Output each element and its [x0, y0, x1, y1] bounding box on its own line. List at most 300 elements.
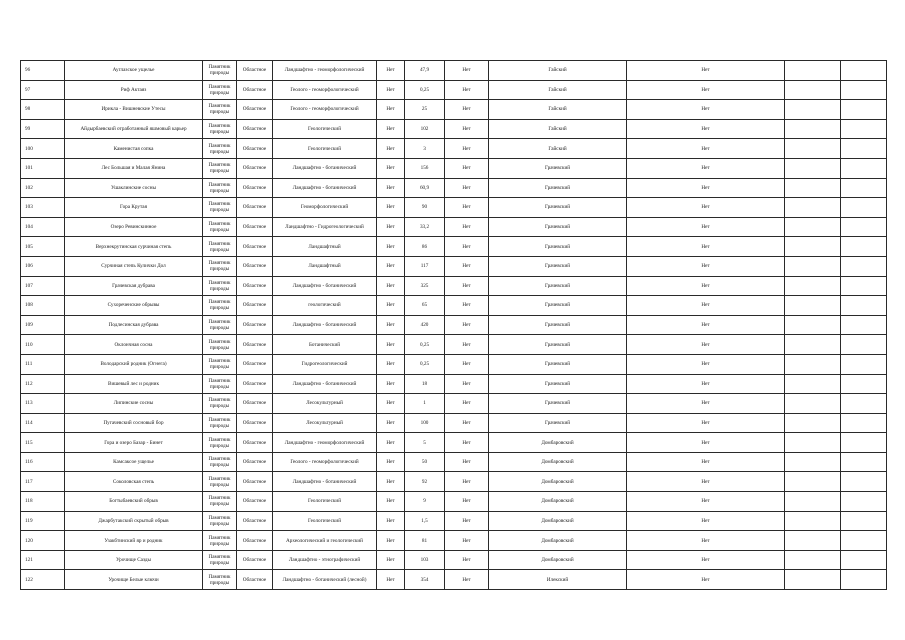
row-number-cell: 100: [21, 139, 65, 159]
name-cell: Ауглазское ущелье: [65, 61, 203, 81]
table-row: [21, 374, 887, 394]
profile-cell: Ландшафтно - ботанический: [273, 276, 377, 296]
row-number-cell: 113: [21, 394, 65, 414]
row-number-cell: 119: [21, 511, 65, 531]
category-cell: Памятник природы: [203, 374, 237, 394]
table-row: [21, 100, 887, 120]
status-cell: Нет: [377, 335, 405, 355]
empty-cell: [785, 315, 841, 335]
empty-cell: [841, 276, 887, 296]
area-cell: 0,25: [405, 80, 445, 100]
status-cell: Нет: [377, 433, 405, 453]
zone-cell: Нет: [445, 374, 489, 394]
district-cell: Гайский: [489, 100, 627, 120]
empty-cell: [785, 374, 841, 394]
significance-cell: Областное: [237, 256, 273, 276]
profile-cell: геологический: [273, 296, 377, 316]
empty-cell: [841, 413, 887, 433]
district-cell: Домбаровский: [489, 550, 627, 570]
district-cell: Гайский: [489, 119, 627, 139]
note-cell: Нет: [627, 119, 785, 139]
note-cell: Нет: [627, 237, 785, 257]
district-cell: Гайский: [489, 139, 627, 159]
area-cell: 92: [405, 472, 445, 492]
empty-cell: [841, 531, 887, 551]
profile-cell: Ландшафтно - этнографический: [273, 550, 377, 570]
area-cell: 0,25: [405, 354, 445, 374]
area-cell: 86: [405, 237, 445, 257]
category-cell: Памятник природы: [203, 256, 237, 276]
protected-areas-table: [20, 60, 887, 590]
category-cell: Памятник природы: [203, 139, 237, 159]
empty-cell: [785, 452, 841, 472]
name-cell: Гора и озеро Базар - Бинет: [65, 433, 203, 453]
note-cell: Нет: [627, 276, 785, 296]
row-number-cell: 103: [21, 198, 65, 218]
empty-cell: [841, 119, 887, 139]
empty-cell: [785, 531, 841, 551]
name-cell: Гора Крутая: [65, 198, 203, 218]
category-cell: Памятник природы: [203, 492, 237, 512]
district-cell: Грачевский: [489, 217, 627, 237]
note-cell: Нет: [627, 178, 785, 198]
significance-cell: Областное: [237, 452, 273, 472]
category-cell: Памятник природы: [203, 276, 237, 296]
profile-cell: Археологический и геологический: [273, 531, 377, 551]
category-cell: Памятник природы: [203, 80, 237, 100]
zone-cell: Нет: [445, 433, 489, 453]
name-cell: Оклончная сосна: [65, 335, 203, 355]
table-row: [21, 550, 887, 570]
significance-cell: Областное: [237, 139, 273, 159]
area-cell: 60,9: [405, 178, 445, 198]
profile-cell: Ландшафтно - ботанический: [273, 374, 377, 394]
empty-cell: [841, 570, 887, 590]
significance-cell: Областное: [237, 296, 273, 316]
note-cell: Нет: [627, 531, 785, 551]
zone-cell: Нет: [445, 296, 489, 316]
significance-cell: Областное: [237, 80, 273, 100]
area-cell: 3: [405, 139, 445, 159]
row-number-cell: 109: [21, 315, 65, 335]
table-row: [21, 61, 887, 81]
significance-cell: Областное: [237, 570, 273, 590]
row-number-cell: 110: [21, 335, 65, 355]
empty-cell: [841, 80, 887, 100]
note-cell: Нет: [627, 158, 785, 178]
empty-cell: [785, 198, 841, 218]
name-cell: Камсаксое ущелье: [65, 452, 203, 472]
empty-cell: [841, 256, 887, 276]
empty-cell: [841, 296, 887, 316]
status-cell: Нет: [377, 354, 405, 374]
note-cell: Нет: [627, 511, 785, 531]
significance-cell: Областное: [237, 178, 273, 198]
significance-cell: Областное: [237, 119, 273, 139]
category-cell: Памятник природы: [203, 158, 237, 178]
row-number-cell: 122: [21, 570, 65, 590]
category-cell: Памятник природы: [203, 119, 237, 139]
profile-cell: Гидрогеологический: [273, 354, 377, 374]
district-cell: Грачевский: [489, 158, 627, 178]
profile-cell: Ландшафтно - геоморфологический: [273, 433, 377, 453]
zone-cell: Нет: [445, 531, 489, 551]
name-cell: Айдырбаевский отработанный яшмовый карьер: [65, 119, 203, 139]
note-cell: Нет: [627, 80, 785, 100]
profile-cell: Ландшафтно - ботанический: [273, 315, 377, 335]
empty-cell: [785, 413, 841, 433]
significance-cell: Областное: [237, 237, 273, 257]
empty-cell: [841, 237, 887, 257]
category-cell: Памятник природы: [203, 550, 237, 570]
profile-cell: Лесокультурный: [273, 394, 377, 414]
zone-cell: Нет: [445, 61, 489, 81]
name-cell: Пугачевский сосновый бор: [65, 413, 203, 433]
empty-cell: [841, 217, 887, 237]
district-cell: Домбаровский: [489, 472, 627, 492]
note-cell: Нет: [627, 472, 785, 492]
status-cell: Нет: [377, 237, 405, 257]
district-cell: Домбаровский: [489, 531, 627, 551]
empty-cell: [785, 433, 841, 453]
status-cell: Нет: [377, 315, 405, 335]
empty-cell: [841, 61, 887, 81]
significance-cell: Областное: [237, 198, 273, 218]
table-row: [21, 256, 887, 276]
significance-cell: Областное: [237, 100, 273, 120]
status-cell: Нет: [377, 100, 405, 120]
profile-cell: Геологический: [273, 119, 377, 139]
category-cell: Памятник природы: [203, 315, 237, 335]
status-cell: Нет: [377, 452, 405, 472]
empty-cell: [785, 511, 841, 531]
row-number-cell: 104: [21, 217, 65, 237]
profile-cell: Ландшафтный: [273, 256, 377, 276]
name-cell: Верхнекрутинская сурчиная степь: [65, 237, 203, 257]
empty-cell: [785, 256, 841, 276]
empty-cell: [841, 433, 887, 453]
significance-cell: Областное: [237, 413, 273, 433]
zone-cell: Нет: [445, 119, 489, 139]
category-cell: Памятник природы: [203, 511, 237, 531]
table-row: [21, 80, 887, 100]
name-cell: Богтыбаевский обрыв: [65, 492, 203, 512]
profile-cell: Геологический: [273, 492, 377, 512]
row-number-cell: 101: [21, 158, 65, 178]
significance-cell: Областное: [237, 315, 273, 335]
area-cell: 33,2: [405, 217, 445, 237]
district-cell: Грачевский: [489, 237, 627, 257]
zone-cell: Нет: [445, 492, 489, 512]
zone-cell: Нет: [445, 217, 489, 237]
table-body: [21, 61, 887, 590]
zone-cell: Нет: [445, 570, 489, 590]
significance-cell: Областное: [237, 394, 273, 414]
category-cell: Памятник природы: [203, 296, 237, 316]
district-cell: Грачевский: [489, 315, 627, 335]
significance-cell: Областное: [237, 276, 273, 296]
empty-cell: [841, 492, 887, 512]
name-cell: Сухореченские обрывы: [65, 296, 203, 316]
name-cell: Риф Актаяз: [65, 80, 203, 100]
table-row: [21, 217, 887, 237]
note-cell: Нет: [627, 374, 785, 394]
significance-cell: Областное: [237, 158, 273, 178]
zone-cell: Нет: [445, 413, 489, 433]
district-cell: Гайский: [489, 80, 627, 100]
area-cell: 5: [405, 433, 445, 453]
district-cell: Гайский: [489, 61, 627, 81]
table-row: [21, 433, 887, 453]
significance-cell: Областное: [237, 374, 273, 394]
district-cell: Грачевский: [489, 374, 627, 394]
name-cell: Урочище Сазды: [65, 550, 203, 570]
status-cell: Нет: [377, 531, 405, 551]
significance-cell: Областное: [237, 472, 273, 492]
note-cell: Нет: [627, 492, 785, 512]
area-cell: 156: [405, 158, 445, 178]
area-cell: 100: [405, 413, 445, 433]
zone-cell: Нет: [445, 158, 489, 178]
row-number-cell: 106: [21, 256, 65, 276]
note-cell: Нет: [627, 394, 785, 414]
profile-cell: Ландшафтно - ботанический: [273, 472, 377, 492]
profile-cell: Геологический: [273, 511, 377, 531]
zone-cell: Нет: [445, 256, 489, 276]
empty-cell: [785, 492, 841, 512]
note-cell: Нет: [627, 100, 785, 120]
empty-cell: [841, 472, 887, 492]
zone-cell: Нет: [445, 452, 489, 472]
profile-cell: Ландшафтный: [273, 237, 377, 257]
status-cell: Нет: [377, 276, 405, 296]
empty-cell: [785, 61, 841, 81]
row-number-cell: 96: [21, 61, 65, 81]
table-row: [21, 335, 887, 355]
empty-cell: [841, 354, 887, 374]
area-cell: 103: [405, 550, 445, 570]
empty-cell: [841, 452, 887, 472]
category-cell: Памятник природы: [203, 198, 237, 218]
district-cell: Грачевский: [489, 354, 627, 374]
district-cell: Грачевский: [489, 198, 627, 218]
row-number-cell: 112: [21, 374, 65, 394]
district-cell: Грачевский: [489, 256, 627, 276]
empty-cell: [785, 296, 841, 316]
status-cell: Нет: [377, 139, 405, 159]
name-cell: Урочище Белые ключи: [65, 570, 203, 590]
category-cell: Памятник природы: [203, 237, 237, 257]
profile-cell: Ландшафтно - ботанический: [273, 178, 377, 198]
row-number-cell: 118: [21, 492, 65, 512]
district-cell: Грачевский: [489, 296, 627, 316]
category-cell: Памятник природы: [203, 394, 237, 414]
zone-cell: Нет: [445, 394, 489, 414]
area-cell: 1,5: [405, 511, 445, 531]
empty-cell: [785, 119, 841, 139]
row-number-cell: 115: [21, 433, 65, 453]
significance-cell: Областное: [237, 335, 273, 355]
status-cell: Нет: [377, 374, 405, 394]
table-row: [21, 472, 887, 492]
category-cell: Памятник природы: [203, 178, 237, 198]
category-cell: Памятник природы: [203, 570, 237, 590]
area-cell: 18: [405, 374, 445, 394]
note-cell: Нет: [627, 217, 785, 237]
table-row: [21, 276, 887, 296]
note-cell: Нет: [627, 335, 785, 355]
significance-cell: Областное: [237, 61, 273, 81]
empty-cell: [841, 550, 887, 570]
name-cell: Грачевская дубрава: [65, 276, 203, 296]
status-cell: Нет: [377, 296, 405, 316]
note-cell: Нет: [627, 452, 785, 472]
empty-cell: [841, 394, 887, 414]
note-cell: Нет: [627, 354, 785, 374]
significance-cell: Областное: [237, 433, 273, 453]
significance-cell: Областное: [237, 550, 273, 570]
row-number-cell: 117: [21, 472, 65, 492]
note-cell: Нет: [627, 296, 785, 316]
area-cell: 50: [405, 452, 445, 472]
note-cell: Нет: [627, 256, 785, 276]
name-cell: Володарский родник (Огнега): [65, 354, 203, 374]
district-cell: Грачевский: [489, 413, 627, 433]
empty-cell: [785, 394, 841, 414]
profile-cell: Ландшафтно - ботанический (лесной): [273, 570, 377, 590]
empty-cell: [841, 374, 887, 394]
zone-cell: Нет: [445, 100, 489, 120]
status-cell: Нет: [377, 492, 405, 512]
district-cell: Домбаровский: [489, 452, 627, 472]
profile-cell: Геолого - геоморфологический: [273, 80, 377, 100]
profile-cell: Геолого - геоморфологический: [273, 452, 377, 472]
row-number-cell: 120: [21, 531, 65, 551]
empty-cell: [785, 100, 841, 120]
empty-cell: [785, 217, 841, 237]
empty-cell: [785, 139, 841, 159]
profile-cell: Геологический: [273, 139, 377, 159]
name-cell: Каменистая сопка: [65, 139, 203, 159]
name-cell: Подлесинская дубрава: [65, 315, 203, 335]
status-cell: Нет: [377, 217, 405, 237]
district-cell: Грачевский: [489, 335, 627, 355]
zone-cell: Нет: [445, 178, 489, 198]
area-cell: 325: [405, 276, 445, 296]
row-number-cell: 99: [21, 119, 65, 139]
profile-cell: Геолого - геоморфологический: [273, 100, 377, 120]
profile-cell: Ландшафтно - ботанический: [273, 158, 377, 178]
significance-cell: Областное: [237, 531, 273, 551]
name-cell: Липинские сосны: [65, 394, 203, 414]
area-cell: 354: [405, 570, 445, 590]
status-cell: Нет: [377, 472, 405, 492]
row-number-cell: 111: [21, 354, 65, 374]
profile-cell: Ботанический: [273, 335, 377, 355]
row-number-cell: 102: [21, 178, 65, 198]
district-cell: Домбаровский: [489, 433, 627, 453]
note-cell: Нет: [627, 550, 785, 570]
empty-cell: [785, 472, 841, 492]
empty-cell: [841, 100, 887, 120]
area-cell: 90: [405, 198, 445, 218]
status-cell: Нет: [377, 158, 405, 178]
empty-cell: [841, 139, 887, 159]
district-cell: Домбаровский: [489, 492, 627, 512]
row-number-cell: 114: [21, 413, 65, 433]
table-row: [21, 492, 887, 512]
table-row: [21, 315, 887, 335]
status-cell: Нет: [377, 80, 405, 100]
empty-cell: [841, 335, 887, 355]
zone-cell: Нет: [445, 237, 489, 257]
name-cell: Соколовская степь: [65, 472, 203, 492]
area-cell: 420: [405, 315, 445, 335]
status-cell: Нет: [377, 394, 405, 414]
zone-cell: Нет: [445, 550, 489, 570]
table-row: [21, 354, 887, 374]
area-cell: 65: [405, 296, 445, 316]
row-number-cell: 107: [21, 276, 65, 296]
empty-cell: [785, 335, 841, 355]
area-cell: 1: [405, 394, 445, 414]
zone-cell: Нет: [445, 139, 489, 159]
zone-cell: Нет: [445, 315, 489, 335]
name-cell: Джарбутакский скрытый обрыв: [65, 511, 203, 531]
district-cell: Домбаровский: [489, 511, 627, 531]
note-cell: Нет: [627, 139, 785, 159]
status-cell: Нет: [377, 198, 405, 218]
empty-cell: [841, 158, 887, 178]
empty-cell: [841, 511, 887, 531]
row-number-cell: 108: [21, 296, 65, 316]
table-row: [21, 531, 887, 551]
table-row: [21, 413, 887, 433]
zone-cell: Нет: [445, 511, 489, 531]
district-cell: Грачевский: [489, 276, 627, 296]
zone-cell: Нет: [445, 198, 489, 218]
status-cell: Нет: [377, 570, 405, 590]
name-cell: Ушаклинские сосны: [65, 178, 203, 198]
zone-cell: Нет: [445, 276, 489, 296]
category-cell: Памятник природы: [203, 452, 237, 472]
area-cell: 81: [405, 531, 445, 551]
profile-cell: Лесокультурный: [273, 413, 377, 433]
name-cell: Сурчиная степь Кулички Дол: [65, 256, 203, 276]
area-cell: 0,25: [405, 335, 445, 355]
note-cell: Нет: [627, 570, 785, 590]
table-row: [21, 198, 887, 218]
area-cell: 47,9: [405, 61, 445, 81]
table-row: [21, 511, 887, 531]
status-cell: Нет: [377, 413, 405, 433]
note-cell: Нет: [627, 315, 785, 335]
row-number-cell: 97: [21, 80, 65, 100]
category-cell: Памятник природы: [203, 413, 237, 433]
profile-cell: Ландшафтно - Гидрогеологический: [273, 217, 377, 237]
note-cell: Нет: [627, 433, 785, 453]
status-cell: Нет: [377, 550, 405, 570]
category-cell: Памятник природы: [203, 354, 237, 374]
name-cell: Озеро Ревинскинное: [65, 217, 203, 237]
table-row: [21, 570, 887, 590]
empty-cell: [785, 80, 841, 100]
status-cell: Нет: [377, 119, 405, 139]
empty-cell: [785, 570, 841, 590]
empty-cell: [785, 178, 841, 198]
category-cell: Памятник природы: [203, 100, 237, 120]
empty-cell: [785, 354, 841, 374]
